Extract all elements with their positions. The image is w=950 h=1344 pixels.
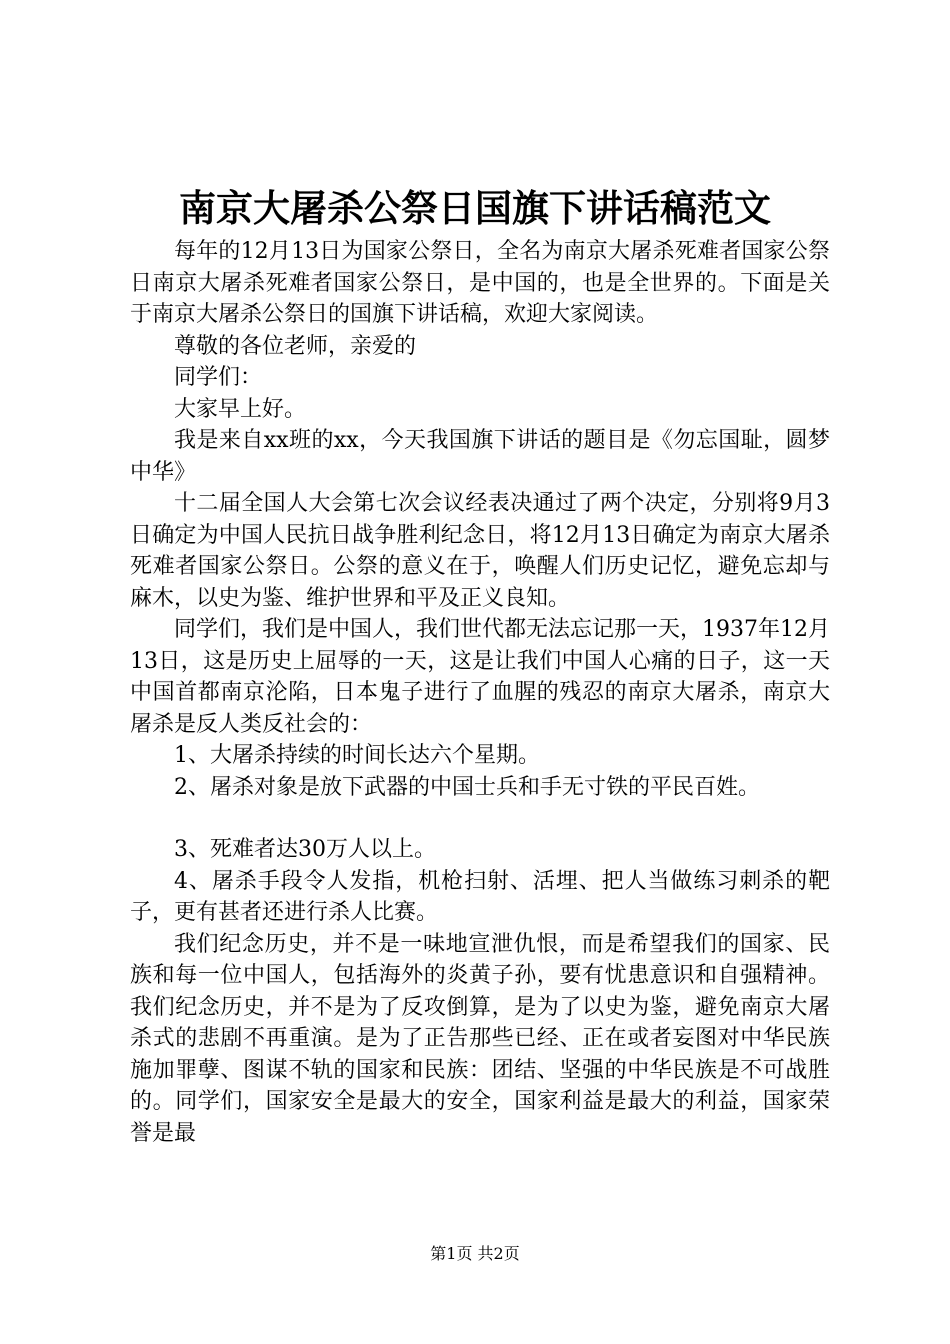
list-item-3: 3、死难者达30万人以上。 xyxy=(174,837,436,862)
list-item-1: 1、大屠杀持续的时间长达六个星期。 xyxy=(174,743,540,768)
paragraph-students: 同学们： xyxy=(174,365,263,390)
paragraph-decision: 十二届全国人大会第七次会议经表决通过了两个决定，分别将9月3日确定为中国人民抗日战争胜利纪念日，将12月13日确定为南京大屠杀死难者国家公祭日。公祭的意义在于，唤醒人们历史记忆，避免忘却与麻木，以史为鉴、维护世界和平及正义良知。 xyxy=(130,491,830,611)
list-item-4: 4、屠杀手段令人发指，机枪扫射、活埋、把人当做练习刺杀的靶子，更有甚者还进行杀人比赛。 xyxy=(130,868,830,925)
paragraph-history: 同学们，我们是中国人，我们世代都无法忘记那一天，1937年12月13日，这是历史上屈辱的一天，这是让我们中国人心痛的日子，这一天中国首都南京沦陷，日本鬼子进行了血腥的残忍的南京大屠杀，南京大屠杀是反人类反社会的： xyxy=(130,617,831,737)
page-footer: 第1页 共2页 xyxy=(430,1244,520,1263)
document-title: 南京大屠杀公祭日国旗下讲话稿范文 xyxy=(179,186,771,230)
document-body xyxy=(130,236,830,1149)
list-item-2: 2、屠杀对象是放下武器的中国士兵和手无寸铁的平民百姓。 xyxy=(174,774,760,800)
paragraph-salutation: 尊敬的各位老师，亲爱的 xyxy=(174,333,417,359)
paragraph-topic: 我是来自xx班的xx，今天我国旗下讲话的题目是《勿忘国耻，圆梦中华》 xyxy=(130,428,830,485)
paragraph-greeting: 大家早上好。 xyxy=(174,396,307,422)
paragraph-intro: 每年的12月13日为国家公祭日，全名为南京大屠杀死难者国家公祭日南京大屠杀死难者国家公祭日，是中国的，也是全世界的。下面是关于南京大屠杀公祭日的国旗下讲话稿，欢迎大家阅读。 xyxy=(130,239,830,327)
paragraph-remembrance: 我们纪念历史，并不是一味地宣泄仇恨，而是希望我们的国家、民族和每一位中国人，包括海外的炎黄子孙，要有忧患意识和自强精神。我们纪念历史，并不是为了反攻倒算，是为了以史为鉴，避免南京大屠杀式的悲剧不再重演。是为了正告那些已经、正在或者妄图对中华民族施加罪孽、图谋不轨的国家和民族：团结、坚强的中华民族是不可战胜的。同学们，国家安全是最大的安全，国家利益是最大的利益，国家荣誉是最 xyxy=(130,931,830,1146)
